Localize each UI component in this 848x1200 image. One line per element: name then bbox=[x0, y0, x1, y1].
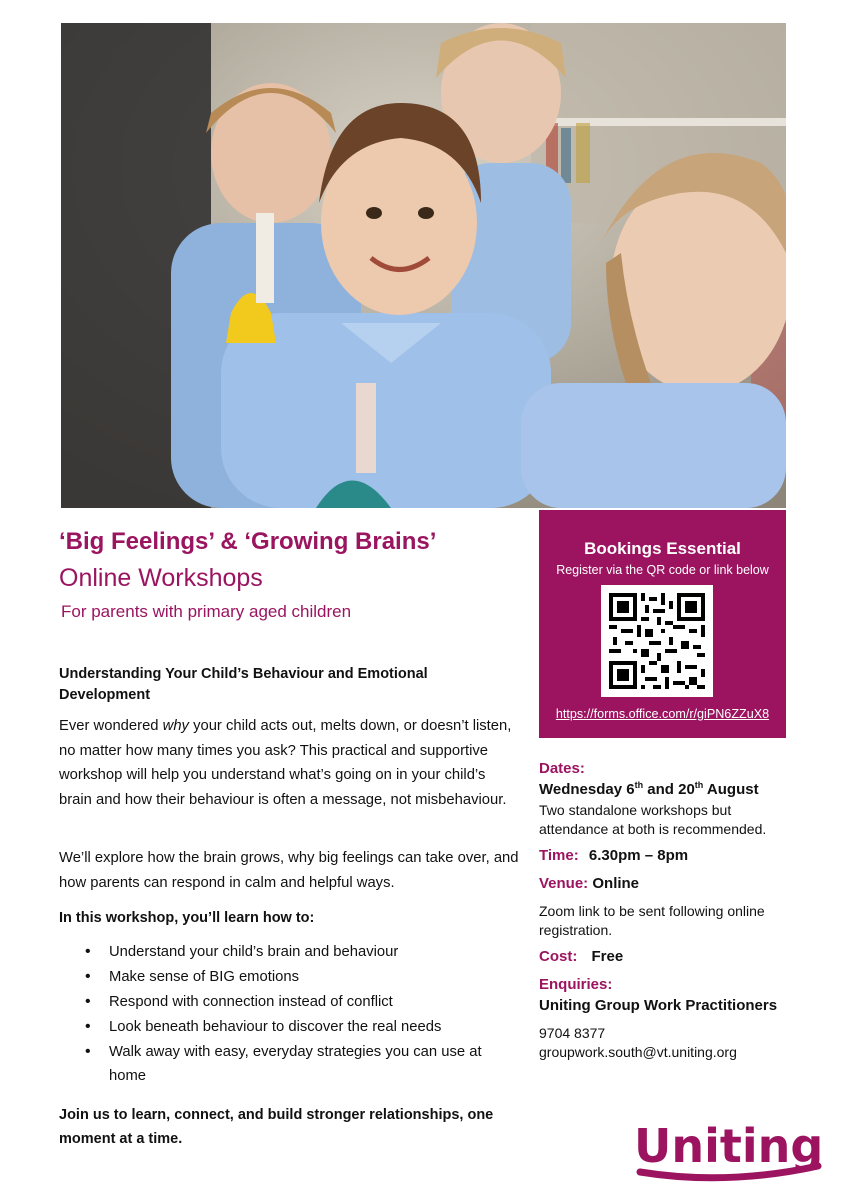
cost-label: Cost: bbox=[539, 948, 578, 965]
enquiries-org: Uniting Group Work Practitioners bbox=[539, 997, 778, 1014]
learn-heading: In this workshop, you’ll learn how to: bbox=[59, 910, 315, 926]
closing-statement: Join us to learn, connect, and build stronger relationships, one moment at a time. bbox=[59, 1107, 494, 1147]
venue-value: Online bbox=[592, 875, 640, 892]
venue-label: Venue: bbox=[539, 875, 589, 892]
enquiries-label: Enquiries: bbox=[539, 976, 613, 993]
cost-value: Free bbox=[591, 948, 624, 965]
time-label: Time: bbox=[539, 847, 579, 864]
venue-note: Zoom link to be sent following online registration. bbox=[539, 903, 765, 938]
venue-row bbox=[539, 875, 639, 892]
booking-instructions: Register via the QR code or link below bbox=[556, 563, 769, 577]
dates-note: Two standalone workshops but attendance at both is recommended. bbox=[539, 802, 767, 837]
intro-paragraph: Ever wondered why your child acts out, melts down, or doesn’t listen, no matter how many times you ask? This practical and supportive workshop will help you understand what’s going on in your child’s brain and how their behaviour is often a message, not misbehaviour. bbox=[59, 718, 512, 808]
phone-number: 9704 8377 bbox=[539, 1025, 606, 1041]
list-item: • Respond with connection instead of conflict bbox=[59, 990, 519, 1014]
workshop-subtitle: Online Workshops bbox=[59, 564, 263, 592]
emphasis-why: why bbox=[162, 718, 189, 734]
time-row bbox=[539, 847, 688, 864]
list-item: • Make sense of BIG emotions bbox=[59, 965, 519, 989]
email-address[interactable]: groupwork.south@vt.uniting.org bbox=[539, 1044, 737, 1060]
learn-list bbox=[59, 940, 519, 1089]
section-heading: Understanding Your Child’s Behaviour and Emotional Development bbox=[59, 666, 428, 703]
list-item: • Understand your child’s brain and behaviour bbox=[59, 940, 519, 964]
qr-code[interactable] bbox=[601, 585, 713, 697]
hero-photo bbox=[61, 23, 786, 508]
dates-label: Dates: bbox=[539, 760, 585, 777]
booking-title: Bookings Essential bbox=[584, 539, 741, 558]
dates-value: Wednesday 6th and 20th August bbox=[539, 780, 759, 798]
booking-box bbox=[539, 510, 786, 738]
logo-text: Uniting bbox=[634, 1119, 822, 1173]
list-item: • Walk away with easy, everyday strategies you can use at home bbox=[59, 1040, 519, 1088]
booking-link[interactable]: https://forms.office.com/r/giPN6ZZuX8 bbox=[555, 707, 770, 721]
explore-paragraph: We’ll explore how the brain grows, why big feelings can take over, and how parents can respond in calm and helpful ways. bbox=[59, 850, 519, 891]
workshop-title: ‘Big Feelings’ & ‘Growing Brains’ bbox=[59, 528, 437, 555]
audience-line: For parents with primary aged children bbox=[61, 602, 352, 621]
uniting-logo bbox=[632, 1112, 822, 1184]
time-value: 6.30pm – 8pm bbox=[588, 847, 689, 864]
list-item: • Look beneath behaviour to discover the real needs bbox=[59, 1015, 519, 1039]
cost-row bbox=[539, 948, 623, 965]
